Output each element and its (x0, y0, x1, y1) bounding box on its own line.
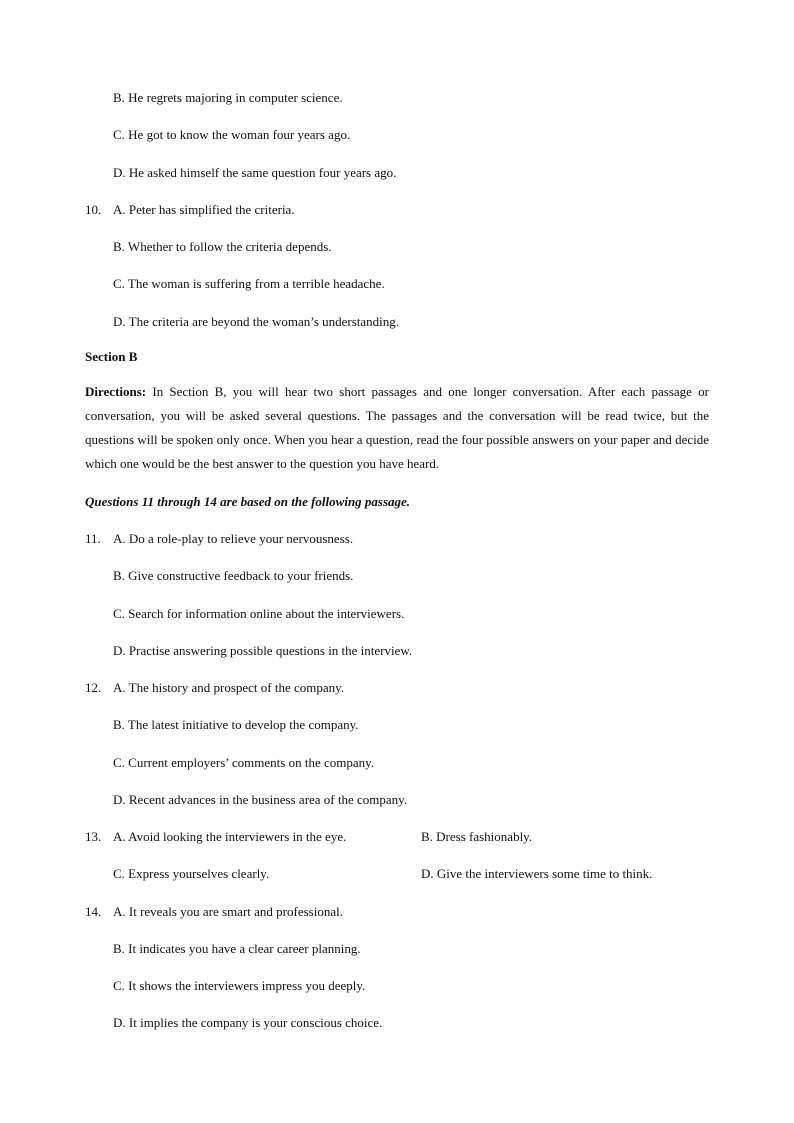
q10-option-d: D. The criteria are beyond the woman’s understanding. (113, 314, 400, 329)
q10-number: 10. (85, 202, 102, 217)
q13-option-b: B. Dress fashionably. (421, 829, 533, 844)
q11-option-d: D. Practise answering possible questions in the interview. (113, 643, 413, 658)
q13-number: 13. (85, 829, 102, 844)
q13-option-c: C. Express yourselves clearly. (113, 866, 270, 881)
directions-label: Directions: (85, 384, 147, 399)
q10-option-b: B. Whether to follow the criteria depends. (113, 239, 332, 254)
section-b-title: Section B (85, 349, 138, 364)
q12-option-d: D. Recent advances in the business area of the company. (113, 792, 408, 807)
q9-option-b: B. He regrets majoring in computer science. (113, 90, 343, 105)
q14-option-b: B. It indicates you have a clear career planning. (113, 941, 361, 956)
q11-number: 11. (85, 531, 101, 546)
q11-option-c: C. Search for information online about the interviewers. (113, 606, 405, 621)
q14-option-c: C. It shows the interviewers impress you deeply. (113, 978, 366, 993)
q12-number: 12. (85, 680, 102, 695)
q11-option-a: A. Do a role-play to relieve your nervousness. (113, 531, 354, 546)
q13-option-d: D. Give the interviewers some time to think. (421, 866, 653, 881)
passage-heading: Questions 11 through 14 are based on the following passage. (85, 494, 411, 509)
q9-option-c: C. He got to know the woman four years ago. (113, 127, 351, 142)
q11-option-b: B. Give constructive feedback to your friends. (113, 568, 354, 583)
directions-text: In Section B, you will hear two short passages and one longer conversation. After each passage or conversation, you will be asked several questions. The passages and the conversation will be read twice, but the questions will be spoken only once. When you hear a question, read the four possible answers on your paper and decide which one would be the best answer to the question you have heard. (85, 384, 709, 471)
q12-option-a: A. The history and prospect of the company. (113, 680, 345, 695)
q12-option-c: C. Current employers’ comments on the company. (113, 755, 375, 770)
section-b-directions (85, 380, 709, 476)
q10-option-a: A. Peter has simplified the criteria. (113, 202, 295, 217)
q9-option-d: D. He asked himself the same question four years ago. (113, 165, 397, 180)
q14-option-d: D. It implies the company is your conscious choice. (113, 1015, 383, 1030)
q10-option-c: C. The woman is suffering from a terrible headache. (113, 276, 385, 291)
q12-option-b: B. The latest initiative to develop the company. (113, 717, 359, 732)
q13-option-a: A. Avoid looking the interviewers in the eye. (113, 829, 347, 844)
q14-number: 14. (85, 904, 102, 919)
q14-option-a: A. It reveals you are smart and professional. (113, 904, 343, 919)
